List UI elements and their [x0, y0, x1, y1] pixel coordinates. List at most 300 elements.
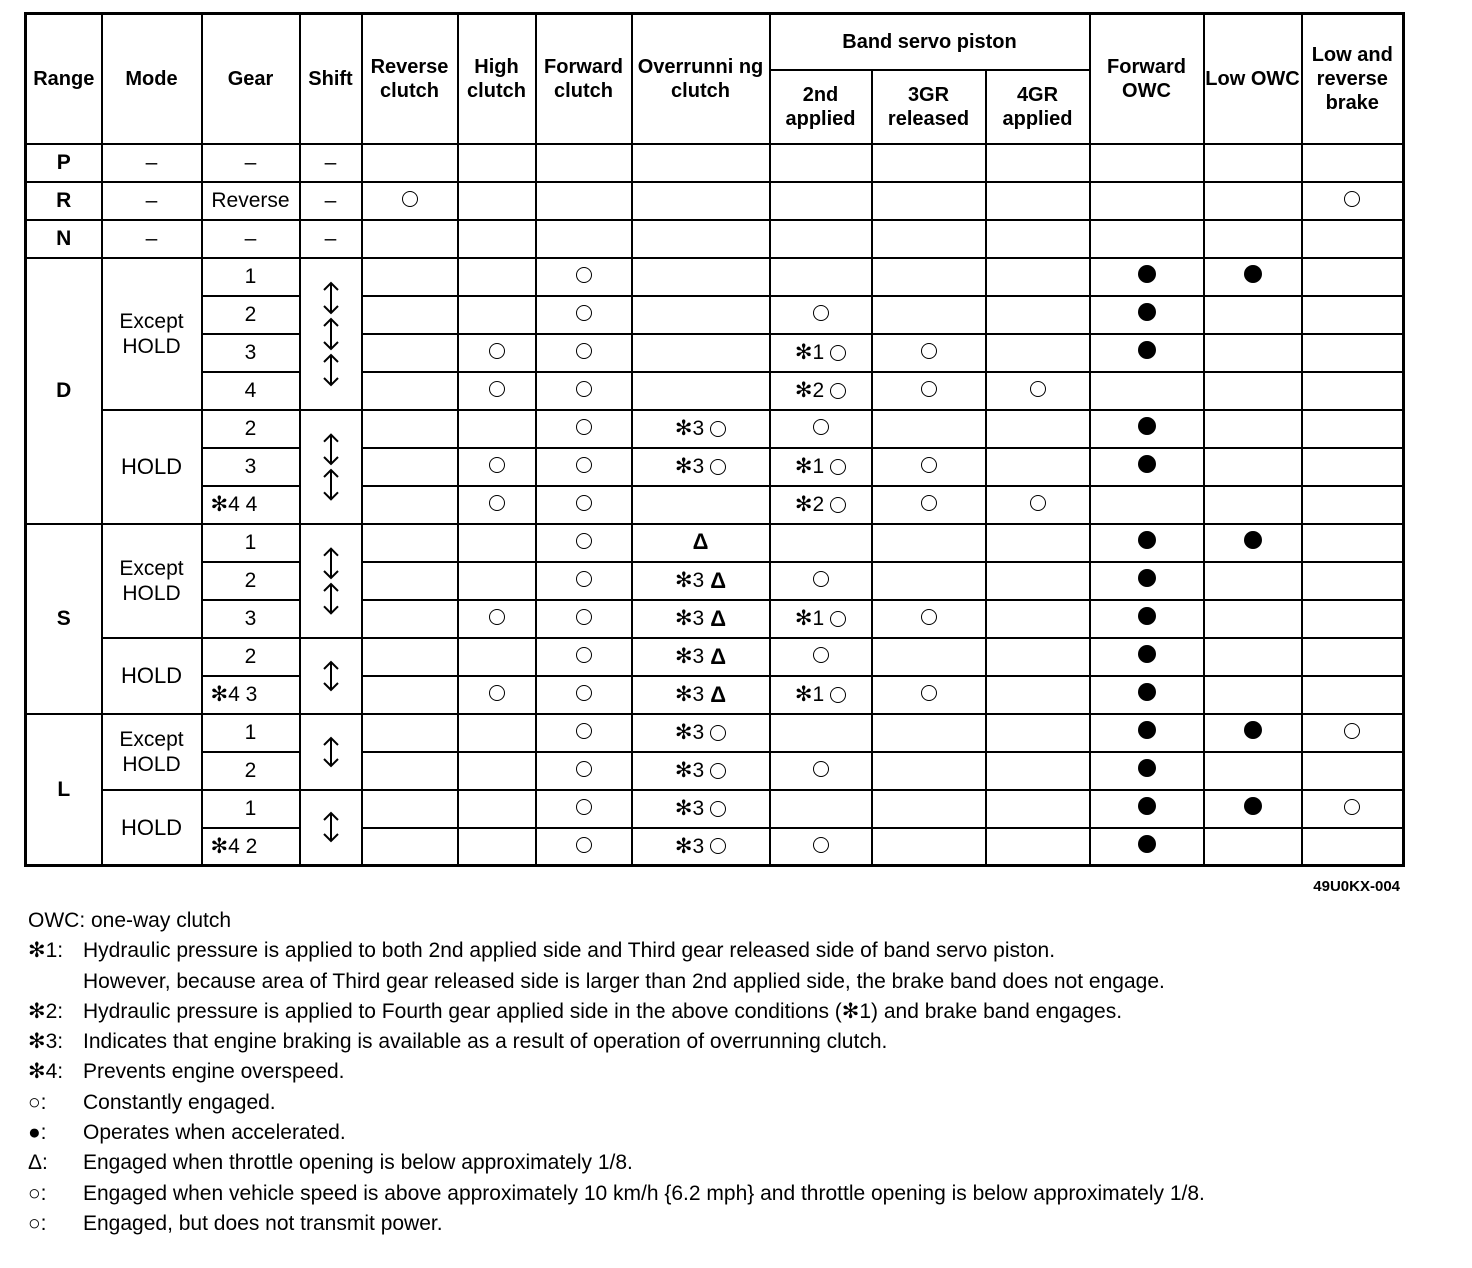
reverse-clutch-cell: [362, 524, 458, 562]
legend-text: Hydraulic pressure is applied to Fourth gear applied side in the above conditions (✻1) and brake band engages.: [83, 999, 1123, 1023]
cell-content: [693, 531, 709, 553]
cell-content: [576, 419, 592, 435]
open-circle-icon: [830, 459, 846, 475]
cell-content: [576, 761, 592, 777]
low-reverse-brake-cell: [1302, 220, 1404, 258]
low-reverse-brake-cell: [1302, 334, 1404, 372]
open-circle-icon: [710, 801, 726, 817]
band-4gr-applied-cell: [986, 828, 1090, 866]
cell-content: [576, 799, 592, 815]
cell-content: [1138, 569, 1156, 587]
gear-cell: ✻4 4: [202, 486, 300, 524]
cell-content: [813, 571, 829, 587]
open-circle-icon: [576, 305, 592, 321]
legend-key: ○:: [28, 1211, 47, 1235]
cell-content: [576, 533, 592, 549]
reverse-clutch-cell: [362, 448, 458, 486]
legend-item: [28, 1118, 1205, 1148]
shift-cell: –: [300, 220, 362, 258]
open-circle-icon: [710, 459, 726, 475]
open-circle-icon: [921, 381, 937, 397]
gear-cell: 1: [202, 790, 300, 828]
forward-clutch-cell: [536, 182, 632, 220]
table-row: [26, 296, 1404, 334]
cell-content: [576, 837, 592, 853]
low-reverse-brake-cell: [1302, 714, 1404, 752]
low-owc-cell: [1204, 144, 1302, 182]
triangle-icon: Δ: [710, 605, 727, 631]
forward-clutch-cell: [536, 676, 632, 714]
cell-content: [675, 416, 726, 441]
cell-content: [576, 267, 592, 283]
reverse-clutch-cell: [362, 296, 458, 334]
cell-content: [921, 495, 937, 511]
cell-content: [576, 495, 592, 511]
band-4gr-applied-cell: [986, 144, 1090, 182]
reverse-clutch-cell: [362, 714, 458, 752]
band-4gr-applied-cell: [986, 258, 1090, 296]
forward-owc-cell: [1090, 524, 1204, 562]
open-circle-icon: [576, 381, 592, 397]
cell-content: [1138, 531, 1156, 549]
note-mark: ✻3: [674, 721, 705, 744]
overrunning-clutch-cell: [632, 296, 770, 334]
overrunning-clutch-cell: [632, 448, 770, 486]
band-3gr-released-cell: [872, 714, 986, 752]
note-mark: ✻2: [794, 379, 825, 402]
forward-owc-cell: [1090, 790, 1204, 828]
band-2nd-applied-cell: [770, 258, 872, 296]
reverse-clutch-cell: [362, 334, 458, 372]
low-reverse-brake-cell: [1302, 828, 1404, 866]
legend-text: Operates when accelerated.: [83, 1121, 346, 1145]
reverse-clutch-cell: [362, 600, 458, 638]
open-circle-icon: [921, 685, 937, 701]
cell-content: [675, 720, 726, 745]
cell-content: [813, 837, 829, 853]
cell-content: [1344, 799, 1360, 815]
overrunning-clutch-cell: [632, 410, 770, 448]
low-owc-cell: [1204, 410, 1302, 448]
band-2nd-applied-cell: [770, 828, 872, 866]
gear-cell: 2: [202, 752, 300, 790]
reverse-clutch-cell: [362, 372, 458, 410]
table-body: [26, 144, 1404, 866]
band-2nd-applied-cell: [770, 562, 872, 600]
open-circle-icon: [921, 343, 937, 359]
low-owc-cell: [1204, 828, 1302, 866]
gear-cell: ✻4 3: [202, 676, 300, 714]
cell-content: [1138, 759, 1156, 777]
header-forward-clutch: Forward clutch: [536, 14, 632, 144]
open-circle-icon: [576, 571, 592, 587]
overrunning-clutch-cell: [632, 220, 770, 258]
band-3gr-released-cell: [872, 144, 986, 182]
cell-content: [1138, 303, 1156, 321]
legend-key: Δ:: [28, 1151, 48, 1175]
note-mark: ✻1: [794, 683, 825, 706]
forward-clutch-cell: [536, 410, 632, 448]
low-reverse-brake-cell: [1302, 676, 1404, 714]
low-reverse-brake-cell: [1302, 562, 1404, 600]
forward-owc-cell: [1090, 296, 1204, 334]
overrunning-clutch-cell: [632, 486, 770, 524]
table-row: [26, 790, 1404, 828]
gear-cell: ✻4 2: [202, 828, 300, 866]
cell-content: [675, 454, 726, 479]
cell-content: [1244, 531, 1262, 549]
forward-owc-cell: [1090, 372, 1204, 410]
low-reverse-brake-cell: [1302, 410, 1404, 448]
table-row: [26, 562, 1404, 600]
cell-content: [489, 343, 505, 359]
open-circle-icon: [710, 421, 726, 437]
high-clutch-cell: [458, 296, 536, 334]
forward-clutch-cell: [536, 828, 632, 866]
cell-content: [795, 378, 846, 403]
forward-clutch-cell: [536, 752, 632, 790]
cell-content: [921, 381, 937, 397]
legend-text: OWC: one-way clutch: [28, 909, 232, 932]
table-row: [26, 638, 1404, 676]
triangle-icon: Δ: [710, 643, 727, 669]
cell-content: [813, 305, 829, 321]
band-2nd-applied-cell: [770, 790, 872, 828]
open-circle-icon: [830, 687, 846, 703]
figure-code: 49U0KX-004: [1313, 878, 1400, 895]
forward-clutch-cell: [536, 524, 632, 562]
open-circle-icon: [489, 685, 505, 701]
cell-content: [675, 796, 726, 821]
triangle-icon: Δ: [692, 529, 709, 554]
cell-content: [795, 606, 846, 631]
low-reverse-brake-cell: [1302, 448, 1404, 486]
high-clutch-cell: [458, 486, 536, 524]
overrunning-clutch-cell: [632, 638, 770, 676]
legend-text: Constantly engaged.: [83, 1090, 276, 1114]
overrunning-clutch-cell: [632, 752, 770, 790]
low-owc-cell: [1204, 334, 1302, 372]
reverse-clutch-cell: [362, 258, 458, 296]
forward-owc-cell: [1090, 638, 1204, 676]
forward-clutch-cell: [536, 790, 632, 828]
overrunning-clutch-cell: [632, 258, 770, 296]
forward-clutch-cell: [536, 334, 632, 372]
open-circle-icon: [1030, 381, 1046, 397]
band-2nd-applied-cell: [770, 372, 872, 410]
low-reverse-brake-cell: [1302, 752, 1404, 790]
reverse-clutch-cell: [362, 182, 458, 220]
band-3gr-released-cell: [872, 448, 986, 486]
shift-arrow-cell: [300, 638, 362, 714]
filled-circle-icon: [1244, 797, 1262, 815]
header-forward-owc: Forward OWC: [1090, 14, 1204, 144]
cell-content: [1138, 645, 1156, 663]
low-owc-cell: [1204, 790, 1302, 828]
open-circle-icon: [813, 761, 829, 777]
note-mark: ✻1: [794, 341, 825, 364]
legend: [28, 906, 1205, 1239]
open-circle-icon: [576, 799, 592, 815]
reverse-clutch-cell: [362, 410, 458, 448]
low-reverse-brake-cell: [1302, 638, 1404, 676]
gear-cell: 2: [202, 562, 300, 600]
band-2nd-applied-cell: [770, 638, 872, 676]
filled-circle-icon: [1138, 417, 1156, 435]
cell-content: [576, 609, 592, 625]
legend-key: ✻4:: [28, 1060, 64, 1084]
header-low-reverse-brake: Low and reverse brake: [1302, 14, 1404, 144]
table-row: [26, 486, 1404, 524]
high-clutch-cell: [458, 714, 536, 752]
note-mark: ✻1: [794, 607, 825, 630]
filled-circle-icon: [1138, 797, 1156, 815]
shift-arrows-icon: [301, 414, 361, 520]
band-3gr-released-cell: [872, 258, 986, 296]
gear-cell: Reverse: [202, 182, 300, 220]
header-gear: Gear: [202, 14, 300, 144]
band-4gr-applied-cell: [986, 372, 1090, 410]
filled-circle-icon: [1138, 645, 1156, 663]
low-owc-cell: [1204, 524, 1302, 562]
filled-circle-icon: [1138, 721, 1156, 739]
forward-owc-cell: [1090, 562, 1204, 600]
cell-content: [1138, 455, 1156, 473]
cell-content: [489, 685, 505, 701]
legend-item: [28, 906, 1205, 936]
table-row: [26, 144, 1404, 182]
note-mark: ✻3: [674, 417, 705, 440]
header-low-owc: Low OWC: [1204, 14, 1302, 144]
range-cell: P: [26, 144, 102, 182]
legend-item: [28, 1209, 1205, 1239]
open-circle-icon: [576, 609, 592, 625]
table-row: [26, 410, 1404, 448]
header-reverse-clutch: Reverse clutch: [362, 14, 458, 144]
band-2nd-applied-cell: [770, 524, 872, 562]
legend-text: Hydraulic pressure is applied to both 2nd applied side and Third gear released side of band servo piston.: [83, 939, 1056, 963]
open-circle-icon: [489, 343, 505, 359]
open-circle-icon: [576, 267, 592, 283]
band-4gr-applied-cell: [986, 220, 1090, 258]
forward-clutch-cell: [536, 372, 632, 410]
band-4gr-applied-cell: [986, 182, 1090, 220]
cell-content: [813, 761, 829, 777]
forward-clutch-cell: [536, 638, 632, 676]
header-band-servo-piston: Band servo piston: [770, 14, 1090, 70]
low-owc-cell: [1204, 638, 1302, 676]
table-row: [26, 600, 1404, 638]
open-circle-icon: [830, 345, 846, 361]
forward-owc-cell: [1090, 334, 1204, 372]
forward-owc-cell: [1090, 486, 1204, 524]
reverse-clutch-cell: [362, 752, 458, 790]
forward-owc-cell: [1090, 714, 1204, 752]
band-3gr-released-cell: [872, 334, 986, 372]
gear-cell: –: [202, 220, 300, 258]
shift-arrows-icon: [301, 718, 361, 786]
band-2nd-applied-cell: [770, 182, 872, 220]
high-clutch-cell: [458, 220, 536, 258]
legend-item: [28, 1057, 1205, 1087]
operation-table-container: [24, 12, 1402, 867]
open-circle-icon: [489, 457, 505, 473]
gear-cell: 2: [202, 296, 300, 334]
cell-content: [795, 682, 846, 707]
band-3gr-released-cell: [872, 372, 986, 410]
filled-circle-icon: [1138, 341, 1156, 359]
band-3gr-released-cell: [872, 676, 986, 714]
filled-circle-icon: [1138, 455, 1156, 473]
band-4gr-applied-cell: [986, 334, 1090, 372]
open-circle-icon: [489, 609, 505, 625]
reverse-clutch-cell: [362, 638, 458, 676]
low-reverse-brake-cell: [1302, 182, 1404, 220]
mode-cell: –: [102, 144, 202, 182]
header-mode: Mode: [102, 14, 202, 144]
header-high-clutch: High clutch: [458, 14, 536, 144]
cell-content: [576, 457, 592, 473]
cell-content: [795, 492, 846, 517]
band-2nd-applied-cell: [770, 334, 872, 372]
note-mark: ✻3: [674, 797, 705, 820]
clutch-operation-table: [24, 12, 1405, 867]
reverse-clutch-cell: [362, 220, 458, 258]
legend-text: Engaged when throttle opening is below approximately 1/8.: [83, 1151, 633, 1175]
forward-clutch-cell: [536, 144, 632, 182]
legend-text: Indicates that engine braking is available as a result of operation of overrunning clutch.: [83, 1030, 888, 1054]
shift-arrow-cell: [300, 714, 362, 790]
high-clutch-cell: [458, 638, 536, 676]
cell-content: [813, 647, 829, 663]
forward-owc-cell: [1090, 258, 1204, 296]
band-4gr-applied-cell: [986, 752, 1090, 790]
open-circle-icon: [830, 383, 846, 399]
low-owc-cell: [1204, 714, 1302, 752]
legend-text: Engaged, but does not transmit power.: [83, 1211, 443, 1235]
open-circle-icon: [576, 761, 592, 777]
legend-key: ✻1:: [28, 939, 64, 963]
band-3gr-released-cell: [872, 296, 986, 334]
cell-content: [576, 305, 592, 321]
cell-content: [576, 685, 592, 701]
cell-content: [1344, 723, 1360, 739]
forward-owc-cell: [1090, 600, 1204, 638]
open-circle-icon: [576, 723, 592, 739]
high-clutch-cell: [458, 828, 536, 866]
shift-arrow-cell: [300, 258, 362, 410]
low-reverse-brake-cell: [1302, 372, 1404, 410]
forward-owc-cell: [1090, 752, 1204, 790]
legend-key: ○:: [28, 1181, 47, 1205]
legend-text: Prevents engine overspeed.: [83, 1060, 345, 1084]
band-2nd-applied-cell: [770, 410, 872, 448]
cell-content: [489, 457, 505, 473]
open-circle-icon: [813, 305, 829, 321]
forward-clutch-cell: [536, 486, 632, 524]
forward-owc-cell: [1090, 220, 1204, 258]
cell-content: [402, 191, 418, 207]
cell-content: [576, 571, 592, 587]
high-clutch-cell: [458, 790, 536, 828]
open-circle-icon: [489, 495, 505, 511]
legend-item: [28, 1088, 1205, 1118]
legend-continuation: However, because area of Third gear released side is larger than 2nd applied side, the brake band does not engage.: [83, 969, 1165, 993]
low-owc-cell: [1204, 182, 1302, 220]
table-row: [26, 714, 1404, 752]
open-circle-icon: [710, 838, 726, 854]
table-row: [26, 752, 1404, 790]
band-2nd-applied-cell: [770, 448, 872, 486]
table-row: [26, 676, 1404, 714]
note-mark: ✻3: [674, 455, 705, 478]
cell-content: [795, 340, 846, 365]
open-circle-icon: [813, 571, 829, 587]
cell-content: [1138, 797, 1156, 815]
overrunning-clutch-cell: [632, 334, 770, 372]
shift-arrows-icon: [301, 793, 361, 861]
shift-arrow-cell: [300, 524, 362, 638]
low-reverse-brake-cell: [1302, 486, 1404, 524]
cell-content: [675, 644, 726, 669]
band-2nd-applied-cell: [770, 486, 872, 524]
filled-circle-icon: [1244, 265, 1262, 283]
filled-circle-icon: [1138, 531, 1156, 549]
cell-content: [1138, 721, 1156, 739]
cell-content: [576, 723, 592, 739]
open-circle-icon: [576, 685, 592, 701]
gear-cell: 1: [202, 714, 300, 752]
open-circle-icon: [710, 763, 726, 779]
open-circle-icon: [1030, 495, 1046, 511]
band-2nd-applied-cell: [770, 752, 872, 790]
header-3gr-released: 3GR released: [872, 70, 986, 144]
cell-content: [1138, 417, 1156, 435]
legend-key: ✻3:: [28, 1030, 64, 1054]
table-row: [26, 334, 1404, 372]
cell-content: [1138, 683, 1156, 701]
open-circle-icon: [1344, 191, 1360, 207]
open-circle-icon: [830, 611, 846, 627]
shift-arrows-icon: [301, 642, 361, 710]
gear-cell: 1: [202, 524, 300, 562]
gear-cell: 2: [202, 638, 300, 676]
cell-content: [675, 606, 726, 631]
legend-text: Engaged when vehicle speed is above approximately 10 km/h {6.2 mph} and throttle opening is below approximately 1/8.: [83, 1181, 1205, 1205]
shift-arrows-icon: [301, 528, 361, 634]
high-clutch-cell: [458, 676, 536, 714]
band-4gr-applied-cell: [986, 790, 1090, 828]
high-clutch-cell: [458, 372, 536, 410]
forward-clutch-cell: [536, 296, 632, 334]
band-2nd-applied-cell: [770, 296, 872, 334]
band-4gr-applied-cell: [986, 410, 1090, 448]
legend-item: [28, 1179, 1205, 1209]
band-3gr-released-cell: [872, 752, 986, 790]
open-circle-icon: [402, 191, 418, 207]
shift-arrows-icon: [301, 262, 361, 406]
band-3gr-released-cell: [872, 828, 986, 866]
cell-content: [1030, 381, 1046, 397]
forward-owc-cell: [1090, 144, 1204, 182]
triangle-icon: Δ: [710, 567, 727, 593]
header-overrunning-clutch: Overrunni ng clutch: [632, 14, 770, 144]
open-circle-icon: [921, 609, 937, 625]
legend-item: [28, 936, 1205, 966]
reverse-clutch-cell: [362, 828, 458, 866]
range-cell: S: [26, 524, 102, 714]
high-clutch-cell: [458, 182, 536, 220]
